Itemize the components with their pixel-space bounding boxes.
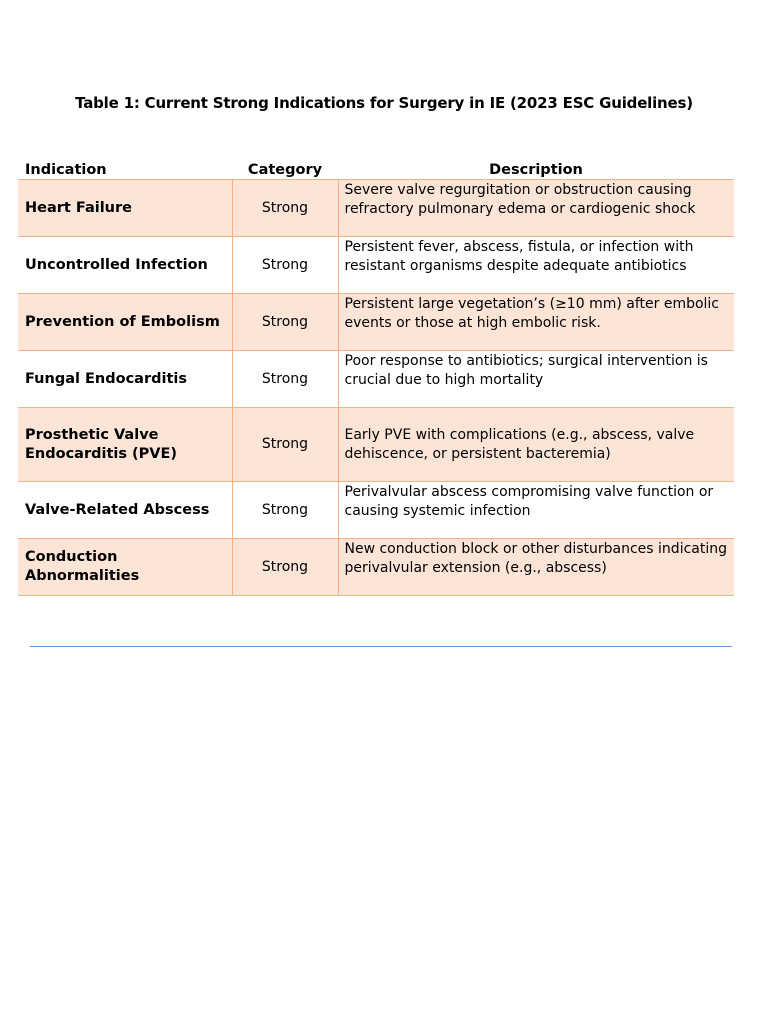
description-cell: Persistent fever, abscess, fistula, or infection with resistant organisms despite adequate antibiotics xyxy=(338,237,734,294)
category-cell: Strong xyxy=(232,482,338,539)
description-cell: Persistent large vegetation’s (≥10 mm) after embolic events or those at high embolic risk. xyxy=(338,294,734,351)
header-indication: Indication xyxy=(25,162,107,178)
category-cell: Strong xyxy=(232,237,338,294)
table-row xyxy=(18,180,734,237)
category-cell: Strong xyxy=(232,539,338,596)
indication-cell: Uncontrolled Infection xyxy=(18,237,232,294)
description-cell: Severe valve regurgitation or obstruction causing refractory pulmonary edema or cardiogenic shock xyxy=(338,180,734,237)
indication-cell: Conduction Abnormalities xyxy=(18,539,232,596)
category-cell: Strong xyxy=(232,294,338,351)
description-cell: Early PVE with complications (e.g., abscess, valve dehiscence, or persistent bacteremia) xyxy=(338,408,734,482)
table-body xyxy=(18,180,734,596)
table-row xyxy=(18,539,734,596)
indication-cell: Valve-Related Abscess xyxy=(18,482,232,539)
table-header xyxy=(18,160,734,180)
table-title: Table 1: Current Strong Indications for Surgery in IE (2023 ESC Guidelines) xyxy=(75,94,693,112)
category-cell: Strong xyxy=(232,408,338,482)
header-category: Category xyxy=(247,162,323,178)
header-description: Description xyxy=(489,162,583,178)
indication-cell: Heart Failure xyxy=(18,180,232,237)
category-cell: Strong xyxy=(232,351,338,408)
header-row xyxy=(18,160,734,180)
category-cell: Strong xyxy=(232,180,338,237)
table-row xyxy=(18,351,734,408)
table-row xyxy=(18,294,734,351)
table-row xyxy=(18,237,734,294)
indication-cell: Fungal Endocarditis xyxy=(18,351,232,408)
indication-cell: Prevention of Embolism xyxy=(18,294,232,351)
indications-table xyxy=(18,160,734,596)
description-cell: Poor response to antibiotics; surgical intervention is crucial due to high mortality xyxy=(338,351,734,408)
table-row xyxy=(18,482,734,539)
table-row xyxy=(18,408,734,482)
description-cell: New conduction block or other disturbances indicating perivalvular extension (e.g., abscess) xyxy=(338,539,734,596)
description-cell: Perivalvular abscess compromising valve function or causing systemic infection xyxy=(338,482,734,539)
indication-cell: Prosthetic Valve Endocarditis (PVE) xyxy=(18,408,232,482)
horizontal-rule xyxy=(30,646,732,647)
